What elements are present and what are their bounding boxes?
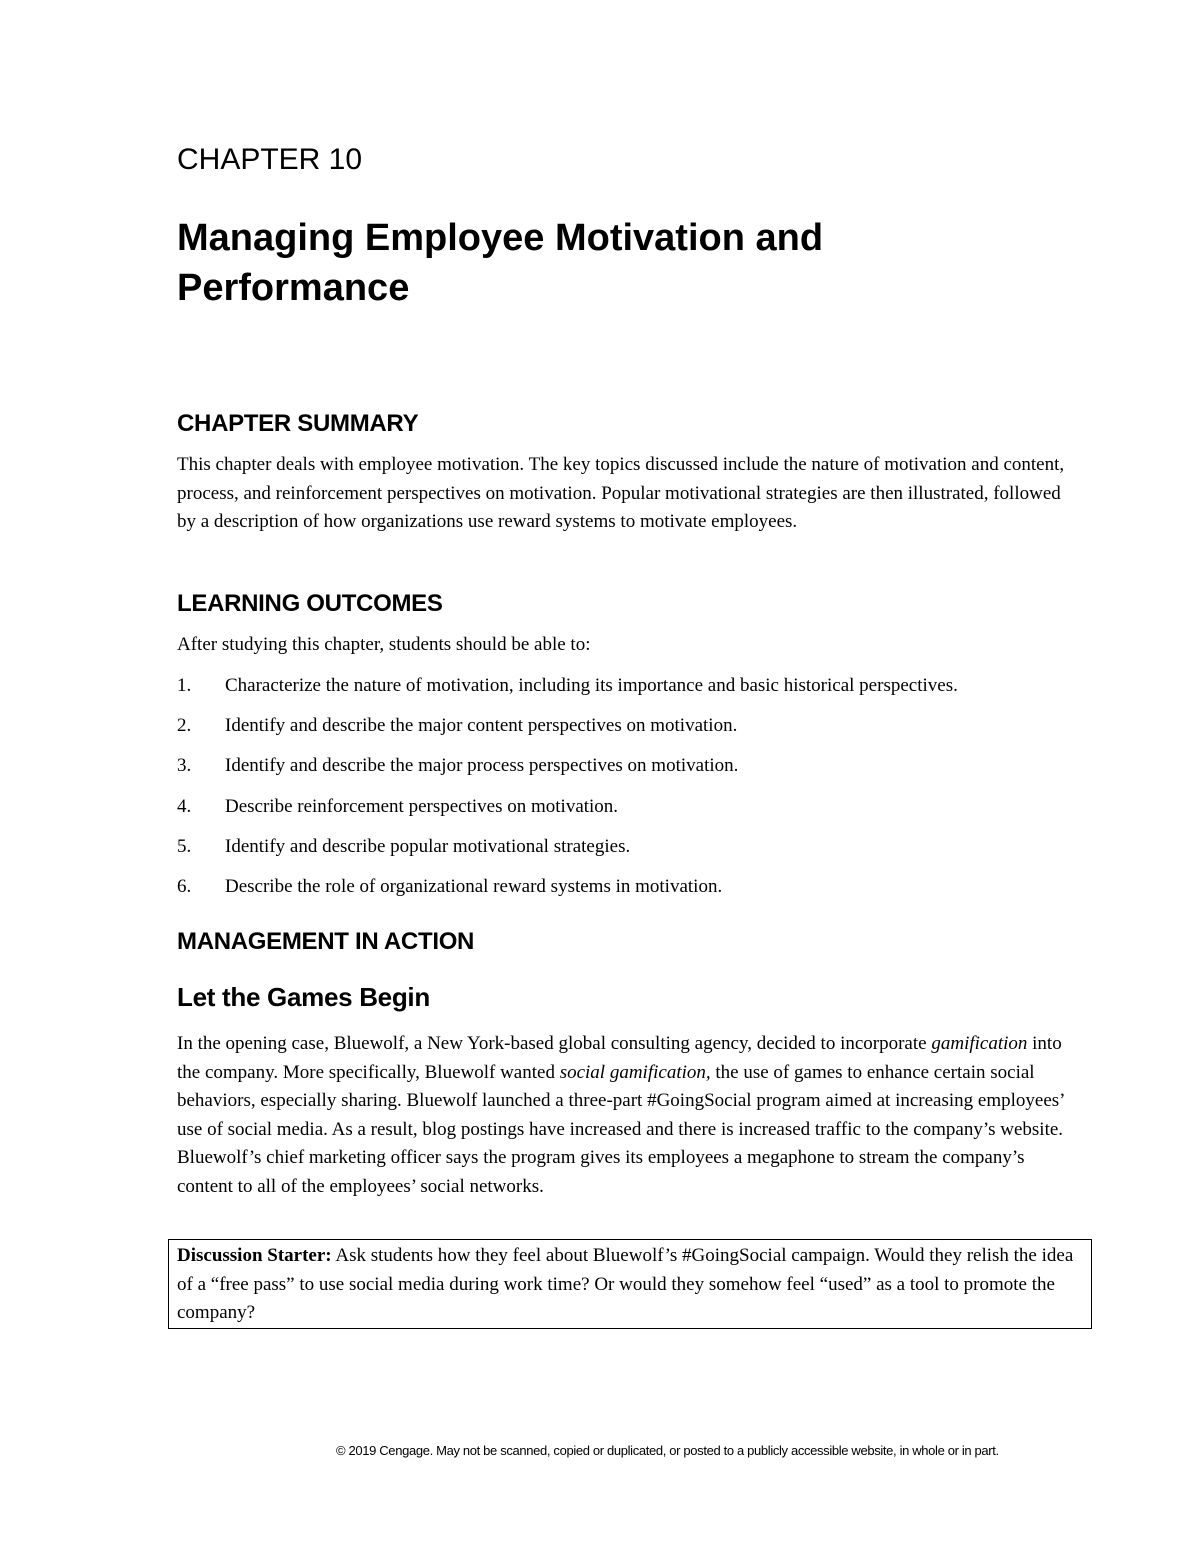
case-term-gamification: gamification [931,1033,1028,1054]
case-title: Let the Games Begin [177,982,430,1012]
list-item [177,833,1082,873]
list-item [177,873,1082,913]
list-item-number: 1. [177,675,192,696]
list-item-number: 2. [177,715,192,737]
list-item-text: Identify and describe the major process perspectives on motivation. [225,755,739,777]
chapter-summary-text: This chapter deals with employee motivation. The key topics discussed include the nature of motivation and content, process, and reinforcement perspectives on motivation. Popular motivational strategies are then illustrated, followed by a description of how organizations use reward systems to motivate employees. [177,454,1065,532]
chapter-summary-heading: CHAPTER SUMMARY [177,410,419,437]
discussion-starter-label: Discussion Starter: [177,1245,332,1266]
chapter-title-line-2: Performance [177,267,410,309]
chapter-title-line-1: Managing Employee Motivation and [177,217,824,259]
list-item [177,712,1082,752]
list-item-text: Identify and describe the major content perspectives on motivation. [225,715,738,737]
copyright-footer: © 2019 Cengage. May not be scanned, copied or duplicated, or posted to a publicly accessible website, in whole or in part. [336,1443,999,1458]
list-item-text: Characterize the nature of motivation, including its importance and basic historical perspectives. [225,675,958,696]
case-paragraph [177,1030,1082,1201]
management-in-action-heading: MANAGEMENT IN ACTION [177,928,475,955]
learning-outcomes-heading: LEARNING OUTCOMES [177,590,443,617]
list-item-text: Identify and describe popular motivational strategies. [225,835,631,857]
list-item-text: Describe the role of organizational reward systems in motivation. [225,875,723,897]
list-item [177,752,1082,792]
list-item-number: 6. [177,875,192,897]
learning-outcomes-intro: After studying this chapter, students should be able to: [177,634,591,655]
case-term-social-gamification: social gamification, [559,1061,711,1083]
case-text-part-1: In the opening case, Bluewolf, a New York-based global consulting agency, decided to incorporate [177,1033,932,1054]
case-text-part-2: into the company. More specifically, Bluewolf wanted [177,1033,1062,1083]
learning-outcomes-list [177,672,1082,913]
list-item [177,672,1082,712]
list-item-number: 4. [177,795,192,817]
list-item-number: 5. [177,835,192,857]
chapter-label: CHAPTER 10 [177,143,363,176]
list-item [177,793,1082,833]
discussion-starter-text: Ask students how they feel about Bluewolf’s #GoingSocial campaign. Would they relish the idea of a “free pass” to use social media during work time? Or would they somehow feel “used” as a tool to promote the company? [177,1245,1074,1323]
list-item-number: 3. [177,755,192,777]
list-item-text: Describe reinforcement perspectives on motivation. [225,795,619,817]
discussion-starter-box [168,1239,1092,1329]
chapter-title [177,213,1077,313]
case-text-part-3: the use of games to enhance certain social behaviors, especially sharing. Bluewolf launched a three-part #GoingSocial program aimed at increasing employees’ use of social media. As a result, blog postings have increased and there is increased traffic to the company’s website. Bluewolf’s chief marketing officer says the program gives its employees a megaphone to stream the company’s content to all of the employees’ social networks. [177,1061,1065,1197]
